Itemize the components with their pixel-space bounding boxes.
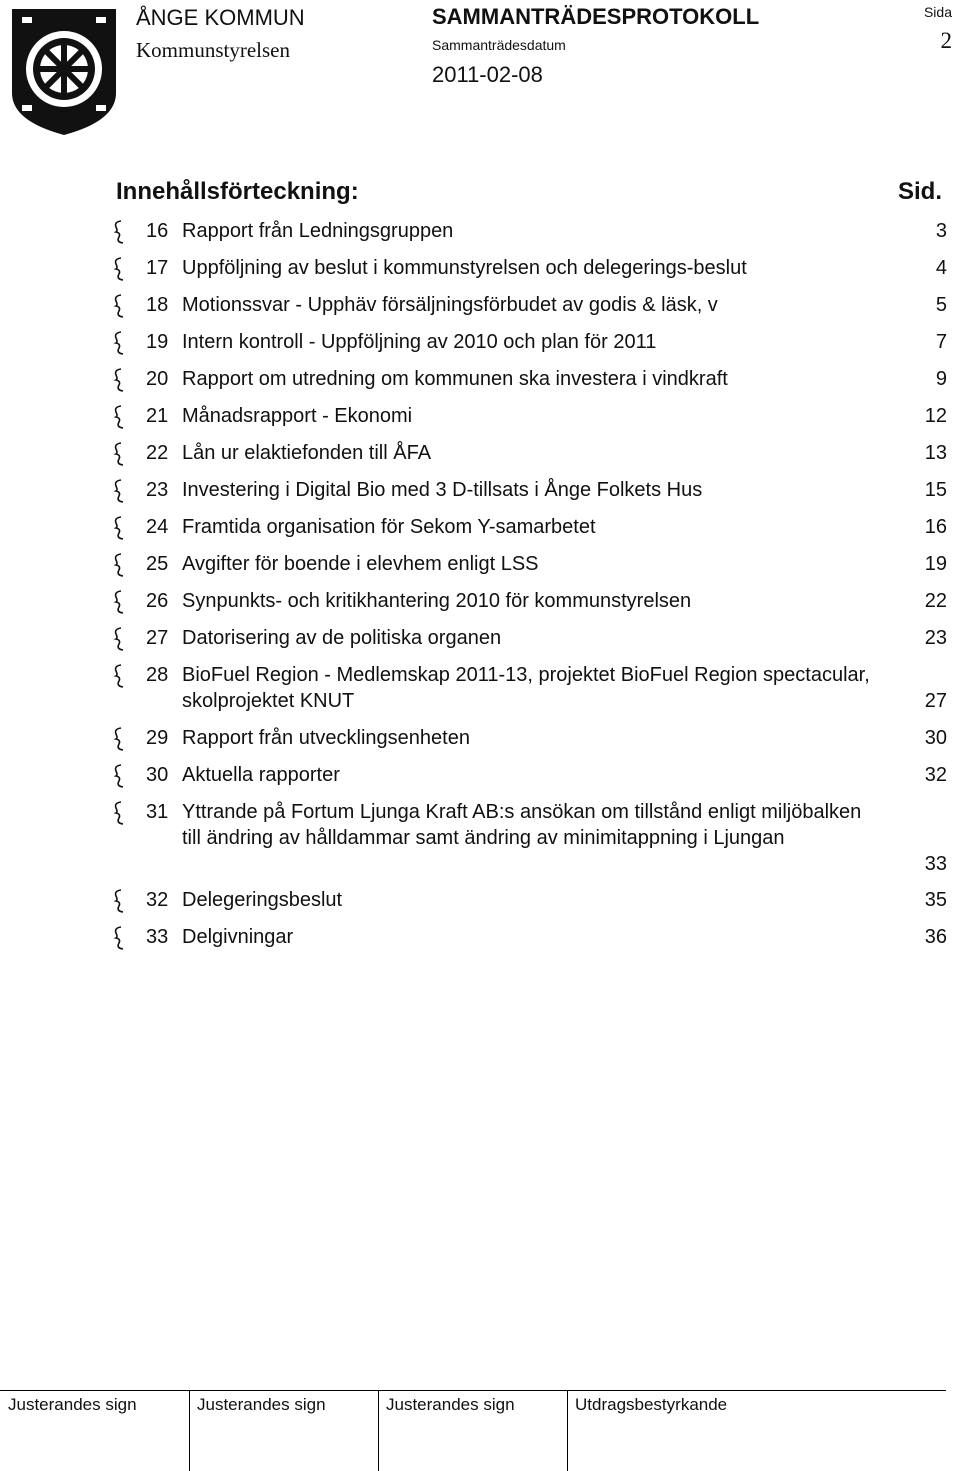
toc-item-page: 15: [924, 479, 947, 501]
toc-item-number: 24: [146, 516, 169, 538]
toc-item-number: 17: [146, 257, 169, 279]
toc-item: [112, 588, 947, 614]
toc-item-page: 13: [924, 442, 947, 464]
section-mark-icon: [112, 801, 126, 825]
toc-item-number: 30: [146, 764, 169, 786]
toc-item-number: 27: [146, 627, 169, 649]
toc-title: Innehållsförteckning:: [116, 178, 359, 205]
toc-item-page: 7: [935, 331, 947, 353]
toc-item-page: 30: [924, 727, 947, 749]
toc-item-page: 35: [924, 889, 947, 911]
toc-item-title: Synpunkts- och kritikhantering 2010 för kommunstyrelsen: [182, 590, 692, 612]
toc-item: [112, 292, 947, 318]
section-mark-icon: [112, 442, 126, 466]
signature-footer: [0, 1390, 946, 1414]
toc-item-number: 28: [146, 664, 169, 686]
section-mark-icon: [112, 368, 126, 392]
toc-item: [112, 662, 947, 714]
toc-item: [112, 329, 947, 355]
toc-item-number: 19: [146, 331, 169, 353]
toc-item-title: Yttrande på Fortum Ljunga Kraft AB:s ansökan om tillstånd enligt miljöbalken till ändring av hålldammar samt ändring av minimitappning i Ljungan: [182, 801, 862, 849]
section-mark-icon: [112, 664, 126, 688]
toc-item-page: 23: [924, 627, 947, 649]
toc-item-title: Aktuella rapporter: [182, 764, 340, 786]
extract-certification-field: Utdragsbestyrkande: [575, 1395, 728, 1414]
toc-item: [112, 625, 947, 651]
section-mark-icon: [112, 257, 126, 281]
toc-item-page: 9: [935, 368, 947, 390]
toc-item: [112, 514, 947, 540]
toc-item-number: 29: [146, 727, 169, 749]
toc-item-title: Uppföljning av beslut i kommunstyrelsen och delegerings-beslut: [182, 257, 747, 279]
ange-kommun-coat-of-arms-logo: [8, 5, 120, 137]
toc-item: [112, 403, 947, 429]
toc-item-page: 16: [924, 516, 947, 538]
toc-item-number: 26: [146, 590, 169, 612]
page-number: 2: [940, 28, 952, 53]
toc-item-title: Rapport från utvecklingsenheten: [182, 727, 470, 749]
toc-page-column-label: Sid.: [897, 178, 942, 205]
toc-item-page: 22: [924, 590, 947, 612]
section-mark-icon: [112, 590, 126, 614]
document-type: SAMMANTRÄDESPROTOKOLL: [432, 4, 760, 29]
signature-field-2: Justerandes sign: [197, 1395, 326, 1414]
toc-item-page: 33: [924, 853, 947, 875]
section-mark-icon: [112, 889, 126, 913]
section-mark-icon: [112, 516, 126, 540]
meeting-date: 2011-02-08: [432, 62, 543, 87]
toc-item: [112, 551, 947, 577]
toc-item-page: 19: [924, 553, 947, 575]
toc-item-title: BioFuel Region - Medlemskap 2011-13, projektet BioFuel Region spectacular, skolprojektet KNUT: [182, 664, 870, 712]
organization-name: ÅNGE KOMMUN: [136, 5, 305, 30]
toc-item-number: 23: [146, 479, 169, 501]
section-mark-icon: [112, 220, 126, 244]
toc-item-title: Investering i Digital Bio med 3 D-tillsats i Ånge Folkets Hus: [182, 479, 703, 501]
section-mark-icon: [112, 294, 126, 318]
toc-item-number: 21: [146, 405, 169, 427]
toc-item-page: 36: [924, 926, 947, 948]
toc-item-number: 18: [146, 294, 169, 316]
toc-item-number: 33: [146, 926, 169, 948]
section-mark-icon: [112, 479, 126, 503]
toc-item-page: 32: [924, 764, 947, 786]
toc-item-page: 12: [924, 405, 947, 427]
toc-item-title: Intern kontroll - Uppföljning av 2010 och plan för 2011: [182, 331, 657, 353]
toc-item-number: 32: [146, 889, 169, 911]
toc-item-title: Avgifter för boende i elevhem enligt LSS: [182, 553, 539, 575]
section-mark-icon: [112, 764, 126, 788]
toc-item-title: Rapport om utredning om kommunen ska investera i vindkraft: [182, 368, 728, 390]
toc-item-title: Delgivningar: [182, 926, 294, 948]
section-mark-icon: [112, 627, 126, 651]
toc-item: [112, 477, 947, 503]
signature-field-1: Justerandes sign: [8, 1395, 137, 1414]
toc-item-page: 5: [935, 294, 947, 316]
toc-item-title: Motionssvar - Upphäv försäljningsförbudet av godis & läsk, v: [182, 294, 718, 316]
toc-item-title: Lån ur elaktiefonden till ÅFA: [182, 442, 432, 464]
toc-item: [112, 799, 947, 877]
board-name: Kommunstyrelsen: [136, 38, 290, 62]
toc-item: [112, 924, 947, 950]
section-mark-icon: [112, 727, 126, 751]
toc-item-number: 16: [146, 220, 169, 242]
toc-item-page: 27: [924, 690, 947, 712]
signature-field-3: Justerandes sign: [386, 1395, 515, 1414]
meeting-date-label: Sammanträdesdatum: [432, 37, 566, 53]
toc-item: [112, 762, 947, 788]
toc-item-number: 25: [146, 553, 169, 575]
toc-item-title: Framtida organisation för Sekom Y-samarbetet: [182, 516, 596, 538]
toc-item-title: Rapport från Ledningsgruppen: [182, 220, 454, 242]
toc-item-page: 3: [935, 220, 947, 242]
toc-item-title: Månadsrapport - Ekonomi: [182, 405, 413, 427]
toc-item: [112, 218, 947, 244]
toc-item: [112, 887, 947, 913]
toc-item-number: 31: [146, 801, 169, 823]
toc-item: [112, 725, 947, 751]
toc-item: [112, 440, 947, 466]
toc-item-number: 20: [146, 368, 169, 390]
toc-item: [112, 366, 947, 392]
section-mark-icon: [112, 553, 126, 577]
toc-item-page: 4: [935, 257, 947, 279]
toc-item-title: Datorisering av de politiska organen: [182, 627, 502, 649]
toc-item-number: 22: [146, 442, 169, 464]
page-label: Sida: [923, 4, 952, 20]
section-mark-icon: [112, 405, 126, 429]
toc-item: [112, 255, 947, 281]
toc-item-title: Delegeringsbeslut: [182, 889, 343, 911]
section-mark-icon: [112, 331, 126, 355]
section-mark-icon: [112, 926, 126, 950]
